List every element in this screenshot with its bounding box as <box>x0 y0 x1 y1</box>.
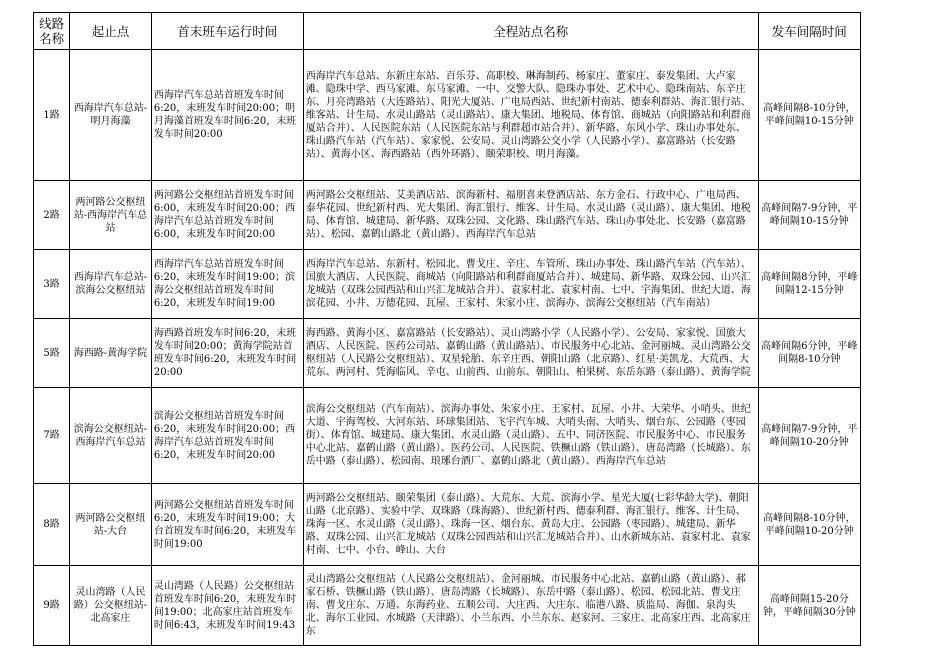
route-number: 5路 <box>34 319 70 388</box>
stop-list: 两河路公交枢纽站、艾美酒店站、滨海新村、福朋喜来登酒店站、东方金石、行政中心、广电局西、泰华花园、世纪新村西、光大集团、海汇银行、维客、计生局、水灵山路（灵山路）、康大集团、地税局、体育馆、城建局、新华路、双珠公园、文化路、珠山路汽车站、珠山办事处北、长安路（嘉富路站）、松园、嘉鹤山路北（黄山路）、西海岸汽车总站 <box>303 181 758 250</box>
departure-interval: 高峰间隔6分钟，平峰间隔8-10分钟 <box>758 319 860 388</box>
route-endpoints: 灵山湾路（人民路）公交枢纽站-北高家庄 <box>70 566 152 646</box>
table-row <box>34 388 861 484</box>
service-time: 西海岸汽车总站首班发车时间6:20，末班发车时间20:00；明月海藻首班发车时间6:20，末班发车时间20:00 <box>151 50 303 181</box>
service-time: 滨海公交枢纽站首班发车时间6:20，末班发车时间20:00；西海岸汽车总站首班发车时间6:20，末班发车时间20:00 <box>151 388 303 484</box>
stop-list: 两河路公交枢纽站、颐荣集团（泰山路）、大荒东、大荒、滨海小学、星光大厦(七彩华龄大学)、朝阳山路（北京路）、实验中学、双珠路（珠海路）、世纪新村西、德泰利群、海汇银行、维客、计生局、珠海一区、水灵山路（灵山路）、珠海一区、烟台东、黄岛大庄、公园路（枣园路）、城建局、新华路、双珠公园、山兴汇龙城站（双珠公园西站和山兴汇龙城站合并）、山水新城东站、袁家村北、袁家村南、七中、小台、峰山、大台 <box>303 484 758 566</box>
stop-list: 灵山湾路公交枢纽站（人民路公交枢纽站）、金河丽城、市民服务中心北站、嘉鹤山路（黄山路）、郝家石桥、铁橛山路（铁山路）、唐岛湾路（长城路）、东岳中路（泰山路）、松园、松园北站、曹戈庄南、曹戈庄东、万通、东海药业、五顺公司、大庄西、大庄东、临港八路、质监局、海伽、泉沟头北、海尔工业园、水城路（天津路）、小兰东西、小兰东东、赵家河、三家庄、北高家庄西、北高家庄东 <box>303 566 758 646</box>
service-time: 灵山湾路（人民路）公交枢纽站首班发车时间6:20，末班发车时间19:00；北高家庄站首班发车时间6:43，末班发车时间19:43 <box>151 566 303 646</box>
table-row <box>34 566 861 646</box>
departure-interval: 高峰间隔15-20分钟，平峰间隔30分钟 <box>758 566 860 646</box>
stop-list: 海西路、黄海小区、嘉富路站（长安路站）、灵山湾路小学（人民路小学）、公安局、家家悦、国旅大酒店、人民医院、医药公司站、嘉鹤山路（黄山路站）、市民服务中心北站、金河丽城、灵山湾路公交枢纽站（人民路公交枢纽站）、双星轮胎、东辛庄西、朝阳山路（北京路）、红星·美凯龙、大荒西、大荒东、两河村、凭海临风、辛屯、山前西、山前东、朝阳山、柏果树、东岳东路（泰山路）、黄海学院 <box>303 319 758 388</box>
service-time: 两河路公交枢纽站首班发车时间6:20，末班发车时间19:00；大台首班发车时间6:20，末班发车时间19:00 <box>151 484 303 566</box>
stop-list: 西海岸汽车总站、东新庄东站、百乐芬、高职校、琳海制药、杨家庄、董家庄、泰发集团、大卢家滩、隐珠中学、西马家滩、东马家滩、一中、交警大队、隐珠办事处、艺术中心、隐珠南站、东辛庄东、月亮湾路站（大连路站）、阳光大厦站、广电局西站、世纪新村南站、德泰利群站、海汇银行站、维客站、计生局、水灵山路站（灵山路站）、康大集团、地税局、体育馆、商城站（向阳路站和利群商厦站合并）、人民医院东站（人民医院东站与利群超市站合并）、新华路、东风小学、珠山办事处东、珠山路汽车站（汽车站）、家家悦、公安局、灵山湾路公交小学（人民路小学）、嘉富路站（长安路站）、黄海小区、海西路站（西外环路）、颐荣职校、明月海藻。 <box>303 50 758 181</box>
route-endpoints: 滨海公交枢纽站-西海岸汽车总站 <box>70 388 152 484</box>
departure-interval: 高峰间隔7-9分钟，平峰间隔10-15分钟 <box>758 181 860 250</box>
route-number: 2路 <box>34 181 70 250</box>
header-route-no: 线路名称 <box>34 13 70 50</box>
header-interval: 发车间隔时间 <box>758 13 860 50</box>
departure-interval: 高峰间隔8-10分钟，平峰间隔10-15分钟 <box>758 50 860 181</box>
route-number: 1路 <box>34 50 70 181</box>
stop-list: 滨海公交枢纽站（汽车南站）、滨海办事处、朱家小庄、王家村、瓦屋、小井、大荣华、小哨头、世纪大道、宇海驾校、大河东站、环球集团站、飞宇汽车城、大哨头南、大哨头、烟台东、公园路（枣园街）、体育馆、城建局、康大集团、水灵山路（灵山路）、五中、同济医院、市民服务中心、市民服务中心北站、嘉鹤山路（黄山路）、医药公司、人民医院、铁橛山路（铁山路）、唐岛湾路（长城路）、东岳中路（泰山路）、松园南、琅琊台酒厂、嘉鹤山路北（黄山路）、西海岸汽车总站 <box>303 388 758 484</box>
header-endpoints: 起止点 <box>70 13 152 50</box>
service-time: 海西路首班发车时间6:20，末班发车时间20:00；黄海学院站首班发车时间6:20，末班发车时间20:00 <box>151 319 303 388</box>
route-endpoints: 两河路公交枢纽站-西海岸汽车总站 <box>70 181 152 250</box>
route-endpoints: 西海岸汽车总站-滨海公交枢纽站 <box>70 250 152 319</box>
header-service-time: 首末班车运行时间 <box>151 13 303 50</box>
table-row <box>34 50 861 181</box>
stop-list: 西海岸汽车总站、东新村、松园北、曹戈庄、辛庄、车管所、珠山办事处、珠山路汽车站（汽车站）、国旅大酒店、人民医院、商城站（向阳路站和利群商厦站合并）、城建局、新华路、双珠公园、山兴汇龙城站（双珠公园西站和山兴汇龙城站合并）、袁家村北、袁家村南、七中、宇海集团、世纪大道、海滨花园、小井、万德花园、瓦屋、王家村、朱家小庄、滨海办、滨海公交枢纽站（汽车南站） <box>303 250 758 319</box>
table-row <box>34 319 861 388</box>
route-table <box>33 12 861 646</box>
service-time: 西海岸汽车总站首班发车时间6:20，末班发车时间19:00；滨海公交枢纽站首班发车时间6:20，末班发车时间19:00 <box>151 250 303 319</box>
departure-interval: 高峰间隔7-9分钟，平峰间隔10-20分钟 <box>758 388 860 484</box>
route-schedule-sheet <box>33 12 861 646</box>
route-endpoints: 两河路公交枢纽站-大台 <box>70 484 152 566</box>
service-time: 两河路公交枢纽站首班发车时间6:00，末班发车时间20:00；西海岸汽车总站首班发车时间6:00，末班发车时间20:00 <box>151 181 303 250</box>
header-row <box>34 13 861 50</box>
route-number: 9路 <box>34 566 70 646</box>
route-endpoints: 西海岸汽车总站-明月海藻 <box>70 50 152 181</box>
route-number: 7路 <box>34 388 70 484</box>
table-row <box>34 484 861 566</box>
table-row <box>34 250 861 319</box>
departure-interval: 高峰间隔8分钟，平峰间隔12-15分钟 <box>758 250 860 319</box>
route-number: 8路 <box>34 484 70 566</box>
table-row <box>34 181 861 250</box>
departure-interval: 高峰间隔8-10分钟，平峰间隔10-20分钟 <box>758 484 860 566</box>
header-stops: 全程站点名称 <box>303 13 758 50</box>
route-endpoints: 海西路-黄海学院 <box>70 319 152 388</box>
route-number: 3路 <box>34 250 70 319</box>
